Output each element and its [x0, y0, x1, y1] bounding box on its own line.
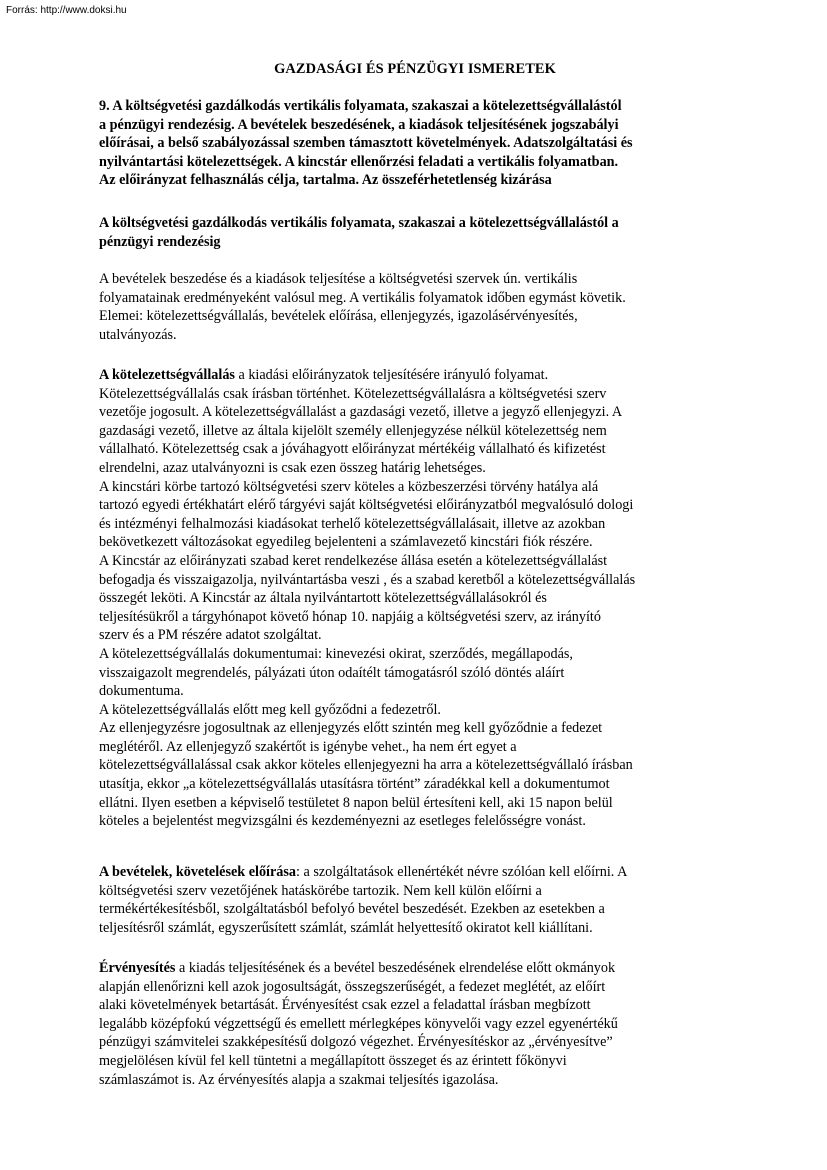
- paragraph-line: vezetője jogosult. A kötelezettségvállalást a gazdasági vezető, illetve a jegyző ellenjegyzi. A: [99, 404, 623, 421]
- paragraph-line: Az ellenjegyzésre jogosultnak az ellenjegyzés előtt szintén meg kell győződnie a fedezet: [99, 720, 603, 737]
- bevetelek-lines: [99, 882, 731, 938]
- document-title: GAZDASÁGI ÉS PÉNZÜGYI ISMERETEK: [274, 61, 556, 77]
- section-heading-line: pénzügyi rendezésig: [99, 233, 221, 250]
- paragraph-line: [99, 366, 731, 385]
- paragraph-text: : a szolgáltatások ellenértékét névre szólóan kell előírni. A: [296, 864, 628, 880]
- paragraph-line: vállalható. Kötelezettség csak a jóváhagyott előirányzat mértékéig vállalható és kifizetést: [99, 441, 606, 458]
- paragraph-line: Elemei: kötelezettségvállalás, bevételek előírása, ellenjegyzés, igazolásérvényesítés,: [99, 308, 578, 325]
- paragraph-line: utalványozás.: [99, 326, 177, 343]
- paragraph-line: kötelezettségvállalással csak akkor köteles ellenjegyezni ha arra a kötelezettségvállaló írásban: [99, 757, 633, 774]
- paragraph-line: teljesítésről számlát, egyszerűsített számlát, számlát helyettesítő okiratot kell kiállítani.: [99, 919, 593, 936]
- paragraph-line: köteles a bejelentést megvizsgálni és kezdeményezni az esetleges felelősségre vonást.: [99, 813, 586, 830]
- topic-line: Az előirányzat felhasználás célja, tartalma. Az összeférhetetlenség kizárása: [99, 172, 552, 189]
- paragraph-line: A kötelezettségvállalás dokumentumai: kinevezési okirat, szerződés, megállapodás,: [99, 645, 573, 662]
- kotelezettseg-lines: [99, 385, 731, 831]
- term-bevetelek: A bevételek, követelések előírása: [99, 864, 297, 880]
- ervenyesites-lines: [99, 978, 731, 1090]
- paragraph-line: legalább középfokú végzettségű és emellett mérlegképes könyvelői vagy ezzel egyenértékű: [99, 1015, 618, 1032]
- paragraph-line: termékértékesítésből, szolgáltatásból befolyó bevétel beszedését. Ezekben az esetekben a: [99, 901, 605, 918]
- paragraph-line: megjelölésen kívül fel kell tüntetni a megállapított összeget és az érintett főkönyvi: [99, 1052, 567, 1069]
- paragraph-line: folyamatainak eredményeként valósul meg. A vertikális folyamatok időben egymást követik.: [99, 289, 626, 306]
- paragraph-line: ellátni. Ilyen esetben a képviselő testületet 8 napon belül értesíteni kell, aki 15 napon belül: [99, 794, 613, 811]
- paragraph-line: utasítja, ekkor „a kötelezettségvállalás utasításra történt” záradékkal kell a dokumentumot: [99, 776, 610, 793]
- paragraph-line: alaki követelmények betartását. Érvényesítést csak ezzel a feladattal írásban megbízott: [99, 997, 591, 1014]
- paragraph-line: visszaigazolt megrendelés, pályázati úton odaítélt támogatásról szóló döntés aláírt: [99, 664, 565, 681]
- paragraph-line: pénzügyi számvitelei szakképesítésű dolgozó végezhet. Érvényesítéskor az „érvényesítve”: [99, 1034, 613, 1051]
- paragraph-line: teljesítésükről a tárgyhónapot követő hónap 10. napjáig a költségvetési szerv, az irányító: [99, 608, 601, 625]
- topic-line: a pénzügyi rendezésig. A bevételek beszedésének, a kiadások teljesítésének jogszabályi: [99, 116, 619, 133]
- paragraph-line: meglétéről. Az ellenjegyző szakértőt is igénybe vehet., ha nem ért egyet a: [99, 738, 517, 755]
- kotelezettsegvallalas-paragraph: [99, 366, 731, 831]
- paragraph-line: gazdasági vezető, illetve az általa kijelölt személy ellenjegyzése nélkül kötelezettség nem: [99, 422, 607, 439]
- paragraph-line: A bevételek beszedése és a kiadások teljesítése a költségvetési szervek ún. vertikális: [99, 271, 578, 287]
- paragraph-line: alapján ellenőrizni kell azok jogosultságát, összegszerűségét, a fedezet meglétét, az előírt: [99, 978, 606, 995]
- topic-line: előírásai, a belső szabályozással szemben támasztott követelmények. Adatszolgáltatási és: [99, 135, 633, 152]
- paragraph-line: A kötelezettségvállalás előtt meg kell győződni a fedezetről.: [99, 701, 441, 718]
- section-heading-line: A költségvetési gazdálkodás vertikális folyamata, szakaszai a kötelezettségvállalástól a: [99, 215, 619, 231]
- paragraph-text: a kiadási előirányzatok teljesítésére irányuló folyamat.: [234, 367, 549, 383]
- paragraph-line: A kincstári körbe tartozó költségvetési szerv köteles a közbeszerzési törvény hatálya alá: [99, 478, 599, 495]
- ervenyesites-paragraph: [99, 959, 731, 1089]
- paragraph-line: szerv és a PM részére adatot szolgáltat.: [99, 627, 322, 644]
- paragraph-line: [99, 863, 731, 882]
- paragraph-line: Kötelezettségvállalás csak írásban történhet. Kötelezettségvállalásra a költségvetési szerv: [99, 385, 607, 402]
- paragraph-line: [99, 959, 731, 978]
- term-ervenyesites: Érvényesítés: [99, 960, 176, 976]
- source-label: Forrás: http://www.doksi.hu: [6, 5, 127, 16]
- paragraph-text: a kiadás teljesítésének és a bevétel beszedésének elrendelése előtt okmányok: [175, 960, 616, 976]
- paragraph-line: bekövetkezett változásokat egyedileg bejelenteni a számlavezető kincstári fiók részére.: [99, 534, 593, 551]
- paragraph-line: befogadja és visszaigazolja, nyilvántartásba veszi , és a szabad keretből a kötelezettségvállalás: [99, 571, 636, 588]
- paragraph-line: számlaszámot is. Az érvényesítés alapja a szakmai teljesítés igazolása.: [99, 1071, 499, 1088]
- topic-heading: [99, 97, 731, 190]
- intro-paragraph: [99, 270, 731, 344]
- paragraph-line: dokumentuma.: [99, 683, 184, 700]
- bevetelek-paragraph: [99, 863, 731, 937]
- topic-line: nyilvántartási kötelezettségek. A kincstár ellenőrzési feladati a vertikális folyamatban.: [99, 153, 619, 170]
- paragraph-line: és intézményi felhalmozási kiadásokat terhelő kötelezettségvállalásait, illetve az azokban: [99, 515, 606, 532]
- paragraph-line: tartozó egyedi értékhatárt elérő tárgyévi saját költségvetési előirányzatból megvalósuló dologi: [99, 497, 634, 514]
- section-heading: [99, 214, 731, 251]
- paragraph-line: összegét leköti. A Kincstár az általa nyilvántartott kötelezettségvállalásokról és: [99, 590, 547, 607]
- term-kotelezettsegvallalas: A kötelezettségvállalás: [99, 367, 235, 383]
- paragraph-line: elrendelni, azaz utalványozni is csak ezen összeg határig lehetséges.: [99, 459, 486, 476]
- topic-line: 9. A költségvetési gazdálkodás vertikális folyamata, szakaszai a kötelezettségvállalástól: [99, 98, 622, 114]
- paragraph-line: költségvetési szerv vezetőjének hatáskörébe tartozik. Nem kell külön előírni a: [99, 882, 542, 899]
- paragraph-line: A Kincstár az előirányzati szabad keret rendelkezése állása esetén a kötelezettségvállalást: [99, 552, 608, 569]
